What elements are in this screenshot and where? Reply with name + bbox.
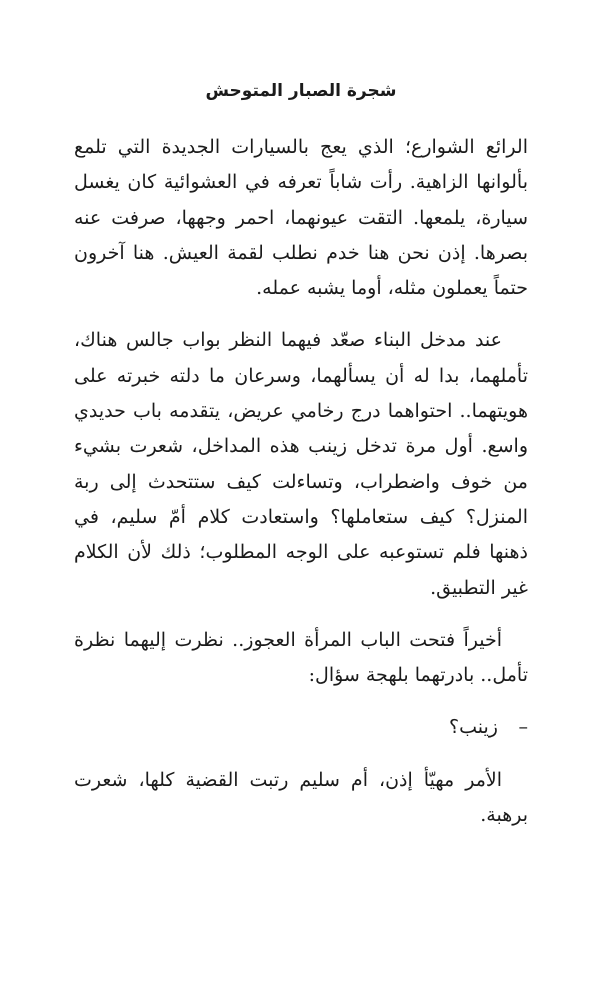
paragraph-1: الرائع الشوارع؛ الذي يعج بالسيارات الجديدة التي تلمع بألوانها الزاهية. رأت شاباً تعرفه في العشوائية كان يغسل سيارة، يلمعها. التقت عيونهما، احمر وجهها، صرفت عنه بصرها. إذن نحن هنا خدم نطلب لقمة العيش. هنا آخرون حتماً يعملون مثله، أوما يشبه عمله. xyxy=(74,136,528,300)
dialogue-dash: – xyxy=(518,716,528,739)
dialogue-text: زينب؟ xyxy=(449,716,498,739)
dialogue-line xyxy=(74,710,528,745)
paragraph-2: عند مدخل البناء صعّد فيهما النظر بواب جالس هناك، تأملهما، بدا له أن يسألهما، وسرعان ما دلته خبرته على هويتهما.. احتواهما درج رخامي عريض، يتقدمه باب حديدي واسع. أول مرة تدخل زينب هذه المداخل، شعرت بشيء من خوف واضطراب، وتساءلت كيف ستتحدث إلى ربة المنزل؟ كيف ستعاملها؟ واستعادت كلام أمّ سليم، في ذهنها فلم تستوعبه على الوجه المطلوب؛ ذلك لأن الكلام غير التطبيق. xyxy=(74,329,528,599)
paragraph-3: أخيراً فتحت الباب المرأة العجوز.. نظرت إليهما نظرة تأمل.. بادرتهما بلهجة سؤال: xyxy=(74,628,528,687)
body-text xyxy=(74,130,528,833)
chapter-title: شجرة الصبار المتوحش xyxy=(205,81,397,101)
paragraph-4: الأمر مهيّأ إذن، أم سليم رتبت القضية كلها، شعرت برهبة. xyxy=(74,768,528,827)
